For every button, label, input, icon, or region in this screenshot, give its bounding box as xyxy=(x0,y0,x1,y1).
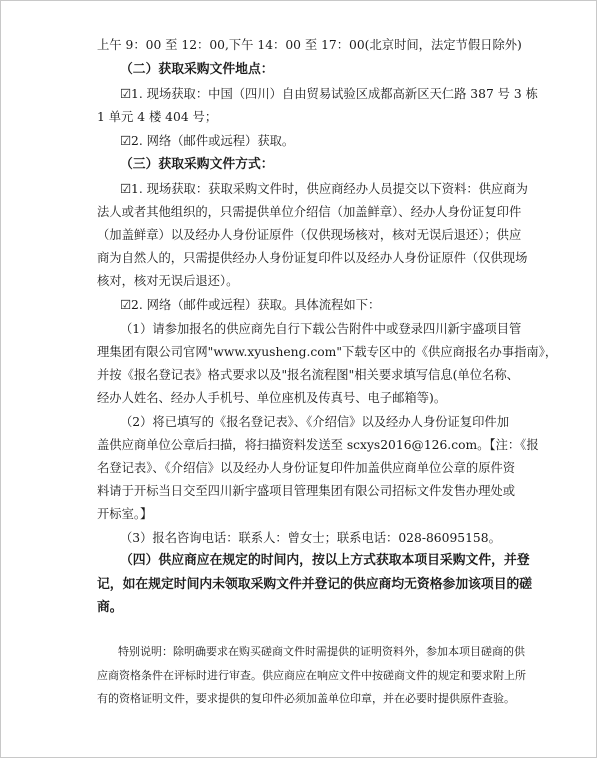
step-2-line-4: 料请于开标当日交至四川新宇盛项目管理集团有限公司招标文件发售办理处或 xyxy=(97,484,516,498)
method-network-line: ☑2. 网络（邮件或远程）获取。具体流程如下： xyxy=(120,298,381,312)
method-onsite-line: ☑1. 现场获取：获取采购文件时，供应商经办人员提交以下资料：供应商为 xyxy=(120,182,528,196)
onsite-location-line: ☑1. 现场获取：中国（四川）自由贸易试验区成都高新区天仁路 387 号 3 栋 xyxy=(120,87,538,101)
special-note-line-3: 有的资格证明文件，要求提供的复印件必须加盖单位印章，并在必要时提供原件查验。 xyxy=(97,692,515,705)
section-heading-location: （二）获取采购文件地点： xyxy=(120,62,274,77)
section-four-line-3: 商。 xyxy=(97,600,123,615)
method-onsite-line-3: （加盖鲜章）以及经办人身份证原件（仅供现场核对，核对无误后退还）；供应 xyxy=(97,228,522,242)
special-note-line-1: 特别说明：除明确要求在购买磋商文件时需提供的证明资料外，参加本项目磋商的供 xyxy=(118,645,525,658)
special-note-line-2: 应商资格条件在评标时进行审查。供应商应在响应文件中按磋商文件的规定和要求附上所 xyxy=(97,669,526,682)
step-1-line-3: 并按《报名登记表》格式要求以及"报名流程图"相关要求填写信息(单位名称、 xyxy=(97,368,519,382)
section-four-line-2: 记，如在规定时间内未领取采购文件并登记的供应商均无资格参加该项目的磋 xyxy=(97,577,533,592)
method-onsite-line-2: 法人或者其他组织的，只需提供单位介绍信（加盖鲜章）、经办人身份证复印件 xyxy=(97,205,522,219)
step-2-line-5: 开标室。】 xyxy=(97,507,153,521)
step-2-line-2: 盖供应商单位公章后扫描，将扫描资料发送至 scxys2016@126.com。【注：《报 xyxy=(97,438,539,452)
step-1-line-2: 理集团有限公司官网"www.xyusheng.com"下载专区中的《供应商报名办事指南》， xyxy=(97,345,558,359)
office-hours-line: 上午 9：00 至 12：00,下午 14：00 至 17：00(北京时间，法定节假日除外) xyxy=(97,38,522,52)
step-2-line-3: 名登记表》、《介绍信》以及经办人身份证复印件加盖供应商单位公章的原件资 xyxy=(97,461,516,475)
step-1-line-4: 经办人姓名、经办人手机号、单位座机及传真号、电子邮箱等)。 xyxy=(97,391,447,405)
method-onsite-line-5: 核对，核对无误后退还）。 xyxy=(97,274,239,288)
step-3-contact-line: （3）报名咨询电话：联系人：曾女士；联系电话：028-86095158。 xyxy=(120,531,501,545)
section-heading-method: （三）获取采购文件方式： xyxy=(120,157,274,172)
section-four-line: （四）供应商应在规定的时间内，按以上方式获取本项目采购文件，并登 xyxy=(120,553,530,568)
method-onsite-line-4: 商为自然人的，只需提供经办人身份证复印件以及经办人身份证原件（仅供现场 xyxy=(97,251,528,265)
step-2-line: （2）将已填写的《报名登记表》、《介绍信》以及经办人身份证复印件加 xyxy=(120,415,510,429)
step-1-line: （1）请参加报名的供应商先自行下载公告附件中或登录四川新宇盛项目管 xyxy=(120,322,522,336)
network-option-line: ☑2. 网络（邮件或远程）获取。 xyxy=(120,134,295,148)
onsite-location-line-cont: 1 单元 4 楼 404 号； xyxy=(97,110,218,124)
